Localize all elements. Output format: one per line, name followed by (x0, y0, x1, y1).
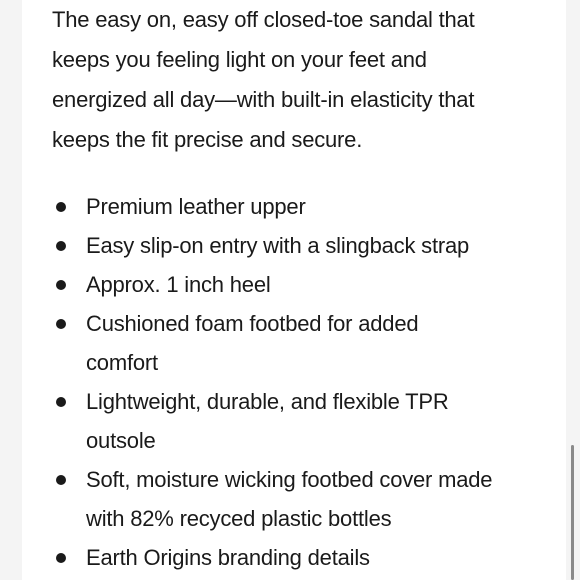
bullet-icon (56, 475, 66, 485)
feature-list (52, 187, 552, 577)
scrollbar-track[interactable] (566, 0, 580, 580)
description-line: The easy on, easy off closed-toe sandal that (52, 7, 475, 32)
bullet-icon (56, 280, 66, 290)
scrollbar-thumb[interactable] (571, 445, 574, 580)
description-line: energized all day—with built-in elasticity that (52, 87, 475, 112)
feature-item (52, 304, 552, 382)
product-details (52, 0, 552, 570)
bullet-icon (56, 319, 66, 329)
feature-text: Premium leather upper (86, 194, 306, 219)
feature-text: Soft, moisture wicking footbed cover made (86, 467, 493, 492)
feature-text: outsole (86, 428, 156, 453)
description-line: keeps the fit precise and secure. (52, 127, 363, 152)
bullet-icon (56, 553, 66, 563)
feature-text: Earth Origins branding details (86, 545, 370, 570)
feature-text: Easy slip-on entry with a slingback strap (86, 233, 470, 258)
left-edge (0, 0, 22, 580)
feature-item (52, 382, 552, 460)
feature-item (52, 187, 552, 226)
description-line: keeps you feeling light on your feet and (52, 47, 427, 72)
feature-item (52, 226, 552, 265)
product-description (52, 0, 552, 160)
feature-item (52, 460, 552, 538)
feature-text: Lightweight, durable, and flexible TPR (86, 389, 449, 414)
bullet-icon (56, 397, 66, 407)
feature-item (52, 538, 552, 577)
bullet-icon (56, 241, 66, 251)
feature-text: comfort (86, 350, 158, 375)
feature-text: Approx. 1 inch heel (86, 272, 271, 297)
bullet-icon (56, 202, 66, 212)
feature-text: Cushioned foam footbed for added (86, 311, 419, 336)
feature-item (52, 265, 552, 304)
feature-text: with 82% recyced plastic bottles (86, 506, 392, 531)
